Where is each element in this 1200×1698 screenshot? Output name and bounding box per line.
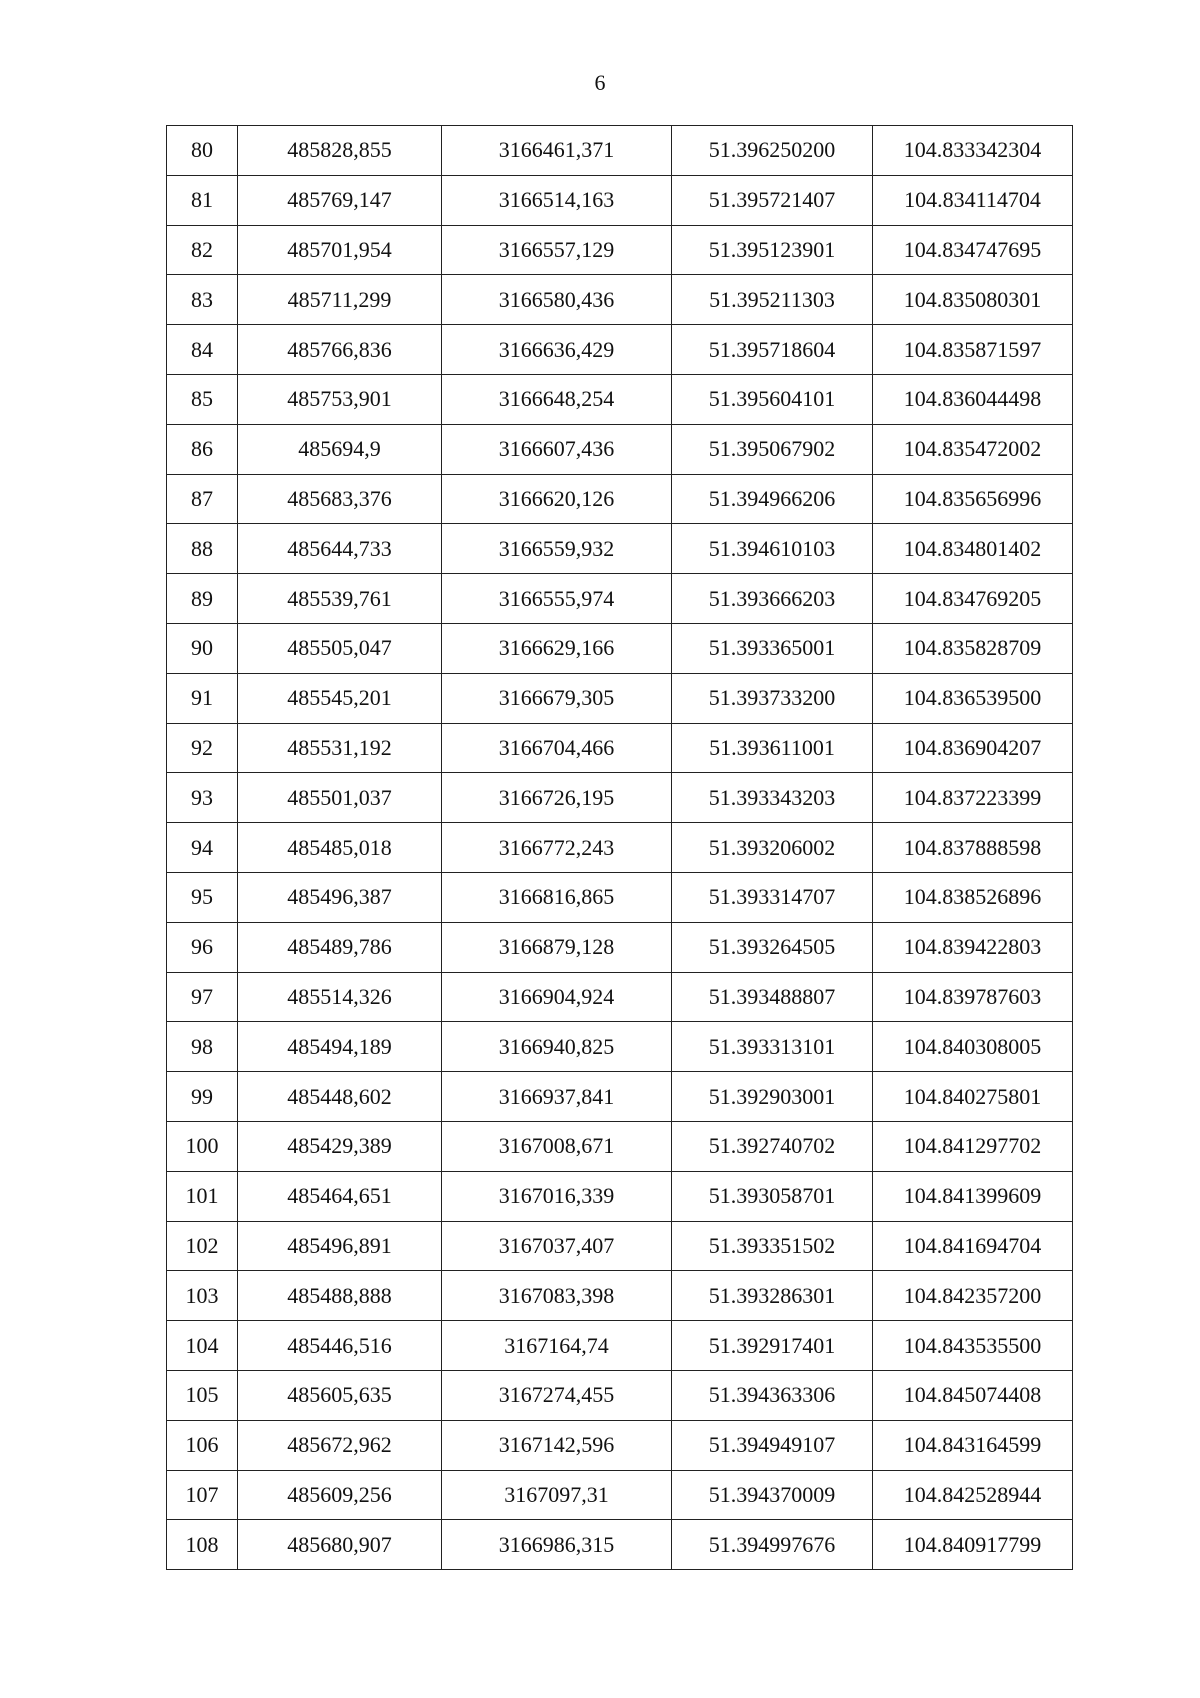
longitude-cell: 104.842528944 (873, 1470, 1073, 1520)
longitude-cell: 104.837888598 (873, 823, 1073, 873)
table-row (167, 275, 1073, 325)
y-coordinate-cell: 3166557,129 (442, 225, 672, 275)
y-coordinate-cell: 3166704,466 (442, 723, 672, 773)
y-coordinate-cell: 3166772,243 (442, 823, 672, 873)
x-coordinate-cell: 485496,891 (238, 1221, 442, 1271)
longitude-cell: 104.840917799 (873, 1520, 1073, 1570)
longitude-cell: 104.845074408 (873, 1370, 1073, 1420)
table-row (167, 1470, 1073, 1520)
latitude-cell: 51.392740702 (672, 1121, 873, 1171)
y-coordinate-cell: 3167037,407 (442, 1221, 672, 1271)
x-coordinate-cell: 485545,201 (238, 673, 442, 723)
longitude-cell: 104.835080301 (873, 275, 1073, 325)
longitude-cell: 104.841694704 (873, 1221, 1073, 1271)
coordinates-table-body (167, 126, 1073, 1570)
table-row (167, 922, 1073, 972)
y-coordinate-cell: 3166904,924 (442, 972, 672, 1022)
y-coordinate-cell: 3167097,31 (442, 1470, 672, 1520)
coordinates-table (166, 125, 1073, 1570)
longitude-cell: 104.840275801 (873, 1072, 1073, 1122)
table-row (167, 1520, 1073, 1570)
point-number-cell: 101 (167, 1171, 238, 1221)
longitude-cell: 104.836539500 (873, 673, 1073, 723)
latitude-cell: 51.393286301 (672, 1271, 873, 1321)
point-number-cell: 98 (167, 1022, 238, 1072)
table-row (167, 225, 1073, 275)
point-number-cell: 84 (167, 325, 238, 375)
table-row (167, 823, 1073, 873)
x-coordinate-cell: 485680,907 (238, 1520, 442, 1570)
longitude-cell: 104.843535500 (873, 1321, 1073, 1371)
point-number-cell: 93 (167, 773, 238, 823)
x-coordinate-cell: 485711,299 (238, 275, 442, 325)
table-row (167, 524, 1073, 574)
point-number-cell: 108 (167, 1520, 238, 1570)
point-number-cell: 94 (167, 823, 238, 873)
latitude-cell: 51.394370009 (672, 1470, 873, 1520)
latitude-cell: 51.393733200 (672, 673, 873, 723)
longitude-cell: 104.840308005 (873, 1022, 1073, 1072)
point-number-cell: 99 (167, 1072, 238, 1122)
table-row (167, 1022, 1073, 1072)
latitude-cell: 51.395123901 (672, 225, 873, 275)
y-coordinate-cell: 3166937,841 (442, 1072, 672, 1122)
y-coordinate-cell: 3166679,305 (442, 673, 672, 723)
point-number-cell: 95 (167, 872, 238, 922)
x-coordinate-cell: 485429,389 (238, 1121, 442, 1171)
point-number-cell: 85 (167, 374, 238, 424)
x-coordinate-cell: 485672,962 (238, 1420, 442, 1470)
table-row (167, 1171, 1073, 1221)
table-row (167, 175, 1073, 225)
point-number-cell: 91 (167, 673, 238, 723)
point-number-cell: 92 (167, 723, 238, 773)
x-coordinate-cell: 485769,147 (238, 175, 442, 225)
latitude-cell: 51.395604101 (672, 374, 873, 424)
x-coordinate-cell: 485501,037 (238, 773, 442, 823)
longitude-cell: 104.834769205 (873, 574, 1073, 624)
table-row (167, 673, 1073, 723)
x-coordinate-cell: 485488,888 (238, 1271, 442, 1321)
latitude-cell: 51.393343203 (672, 773, 873, 823)
point-number-cell: 82 (167, 225, 238, 275)
latitude-cell: 51.393058701 (672, 1171, 873, 1221)
y-coordinate-cell: 3167008,671 (442, 1121, 672, 1171)
x-coordinate-cell: 485828,855 (238, 126, 442, 176)
latitude-cell: 51.393314707 (672, 872, 873, 922)
point-number-cell: 105 (167, 1370, 238, 1420)
longitude-cell: 104.841297702 (873, 1121, 1073, 1171)
y-coordinate-cell: 3166940,825 (442, 1022, 672, 1072)
longitude-cell: 104.835656996 (873, 474, 1073, 524)
table-row (167, 474, 1073, 524)
point-number-cell: 106 (167, 1420, 238, 1470)
latitude-cell: 51.395718604 (672, 325, 873, 375)
x-coordinate-cell: 485753,901 (238, 374, 442, 424)
y-coordinate-cell: 3166559,932 (442, 524, 672, 574)
x-coordinate-cell: 485485,018 (238, 823, 442, 873)
x-coordinate-cell: 485766,836 (238, 325, 442, 375)
x-coordinate-cell: 485701,954 (238, 225, 442, 275)
y-coordinate-cell: 3166620,126 (442, 474, 672, 524)
x-coordinate-cell: 485489,786 (238, 922, 442, 972)
latitude-cell: 51.393206002 (672, 823, 873, 873)
point-number-cell: 87 (167, 474, 238, 524)
y-coordinate-cell: 3166514,163 (442, 175, 672, 225)
point-number-cell: 102 (167, 1221, 238, 1271)
latitude-cell: 51.395211303 (672, 275, 873, 325)
latitude-cell: 51.393365001 (672, 623, 873, 673)
latitude-cell: 51.394966206 (672, 474, 873, 524)
table-row (167, 1221, 1073, 1271)
latitude-cell: 51.393313101 (672, 1022, 873, 1072)
y-coordinate-cell: 3166879,128 (442, 922, 672, 972)
table-row (167, 126, 1073, 176)
table-row (167, 1321, 1073, 1371)
longitude-cell: 104.835871597 (873, 325, 1073, 375)
point-number-cell: 90 (167, 623, 238, 673)
longitude-cell: 104.839422803 (873, 922, 1073, 972)
table-row (167, 623, 1073, 673)
longitude-cell: 104.841399609 (873, 1171, 1073, 1221)
point-number-cell: 89 (167, 574, 238, 624)
longitude-cell: 104.838526896 (873, 872, 1073, 922)
point-number-cell: 97 (167, 972, 238, 1022)
table-row (167, 723, 1073, 773)
table-row (167, 1072, 1073, 1122)
x-coordinate-cell: 485446,516 (238, 1321, 442, 1371)
x-coordinate-cell: 485683,376 (238, 474, 442, 524)
x-coordinate-cell: 485464,651 (238, 1171, 442, 1221)
table-row (167, 773, 1073, 823)
table-row (167, 374, 1073, 424)
y-coordinate-cell: 3167274,455 (442, 1370, 672, 1420)
x-coordinate-cell: 485496,387 (238, 872, 442, 922)
latitude-cell: 51.392903001 (672, 1072, 873, 1122)
longitude-cell: 104.839787603 (873, 972, 1073, 1022)
latitude-cell: 51.393488807 (672, 972, 873, 1022)
x-coordinate-cell: 485514,326 (238, 972, 442, 1022)
point-number-cell: 80 (167, 126, 238, 176)
latitude-cell: 51.394949107 (672, 1420, 873, 1470)
latitude-cell: 51.392917401 (672, 1321, 873, 1371)
latitude-cell: 51.394997676 (672, 1520, 873, 1570)
y-coordinate-cell: 3166580,436 (442, 275, 672, 325)
y-coordinate-cell: 3166816,865 (442, 872, 672, 922)
y-coordinate-cell: 3167164,74 (442, 1321, 672, 1371)
table-row (167, 424, 1073, 474)
y-coordinate-cell: 3167142,596 (442, 1420, 672, 1470)
longitude-cell: 104.835828709 (873, 623, 1073, 673)
table-row (167, 1271, 1073, 1321)
longitude-cell: 104.833342304 (873, 126, 1073, 176)
longitude-cell: 104.834801402 (873, 524, 1073, 574)
latitude-cell: 51.396250200 (672, 126, 873, 176)
y-coordinate-cell: 3166636,429 (442, 325, 672, 375)
y-coordinate-cell: 3167016,339 (442, 1171, 672, 1221)
table-row (167, 574, 1073, 624)
longitude-cell: 104.843164599 (873, 1420, 1073, 1470)
x-coordinate-cell: 485448,602 (238, 1072, 442, 1122)
point-number-cell: 86 (167, 424, 238, 474)
longitude-cell: 104.837223399 (873, 773, 1073, 823)
y-coordinate-cell: 3166461,371 (442, 126, 672, 176)
latitude-cell: 51.394363306 (672, 1370, 873, 1420)
latitude-cell: 51.393666203 (672, 574, 873, 624)
table-row (167, 1420, 1073, 1470)
longitude-cell: 104.836904207 (873, 723, 1073, 773)
point-number-cell: 96 (167, 922, 238, 972)
table-row (167, 325, 1073, 375)
longitude-cell: 104.842357200 (873, 1271, 1073, 1321)
table-row (167, 1370, 1073, 1420)
x-coordinate-cell: 485605,635 (238, 1370, 442, 1420)
x-coordinate-cell: 485539,761 (238, 574, 442, 624)
latitude-cell: 51.394610103 (672, 524, 873, 574)
x-coordinate-cell: 485644,733 (238, 524, 442, 574)
x-coordinate-cell: 485531,192 (238, 723, 442, 773)
x-coordinate-cell: 485609,256 (238, 1470, 442, 1520)
y-coordinate-cell: 3166555,974 (442, 574, 672, 624)
point-number-cell: 83 (167, 275, 238, 325)
x-coordinate-cell: 485694,9 (238, 424, 442, 474)
point-number-cell: 88 (167, 524, 238, 574)
y-coordinate-cell: 3166986,315 (442, 1520, 672, 1570)
longitude-cell: 104.834747695 (873, 225, 1073, 275)
point-number-cell: 107 (167, 1470, 238, 1520)
x-coordinate-cell: 485494,189 (238, 1022, 442, 1072)
longitude-cell: 104.836044498 (873, 374, 1073, 424)
table-row (167, 872, 1073, 922)
y-coordinate-cell: 3167083,398 (442, 1271, 672, 1321)
x-coordinate-cell: 485505,047 (238, 623, 442, 673)
longitude-cell: 104.834114704 (873, 175, 1073, 225)
y-coordinate-cell: 3166648,254 (442, 374, 672, 424)
y-coordinate-cell: 3166726,195 (442, 773, 672, 823)
table-row (167, 1121, 1073, 1171)
longitude-cell: 104.835472002 (873, 424, 1073, 474)
point-number-cell: 104 (167, 1321, 238, 1371)
point-number-cell: 100 (167, 1121, 238, 1171)
point-number-cell: 103 (167, 1271, 238, 1321)
latitude-cell: 51.393351502 (672, 1221, 873, 1271)
latitude-cell: 51.393264505 (672, 922, 873, 972)
y-coordinate-cell: 3166629,166 (442, 623, 672, 673)
table-row (167, 972, 1073, 1022)
page-number: 6 (594, 70, 606, 95)
y-coordinate-cell: 3166607,436 (442, 424, 672, 474)
latitude-cell: 51.395721407 (672, 175, 873, 225)
latitude-cell: 51.395067902 (672, 424, 873, 474)
point-number-cell: 81 (167, 175, 238, 225)
latitude-cell: 51.393611001 (672, 723, 873, 773)
